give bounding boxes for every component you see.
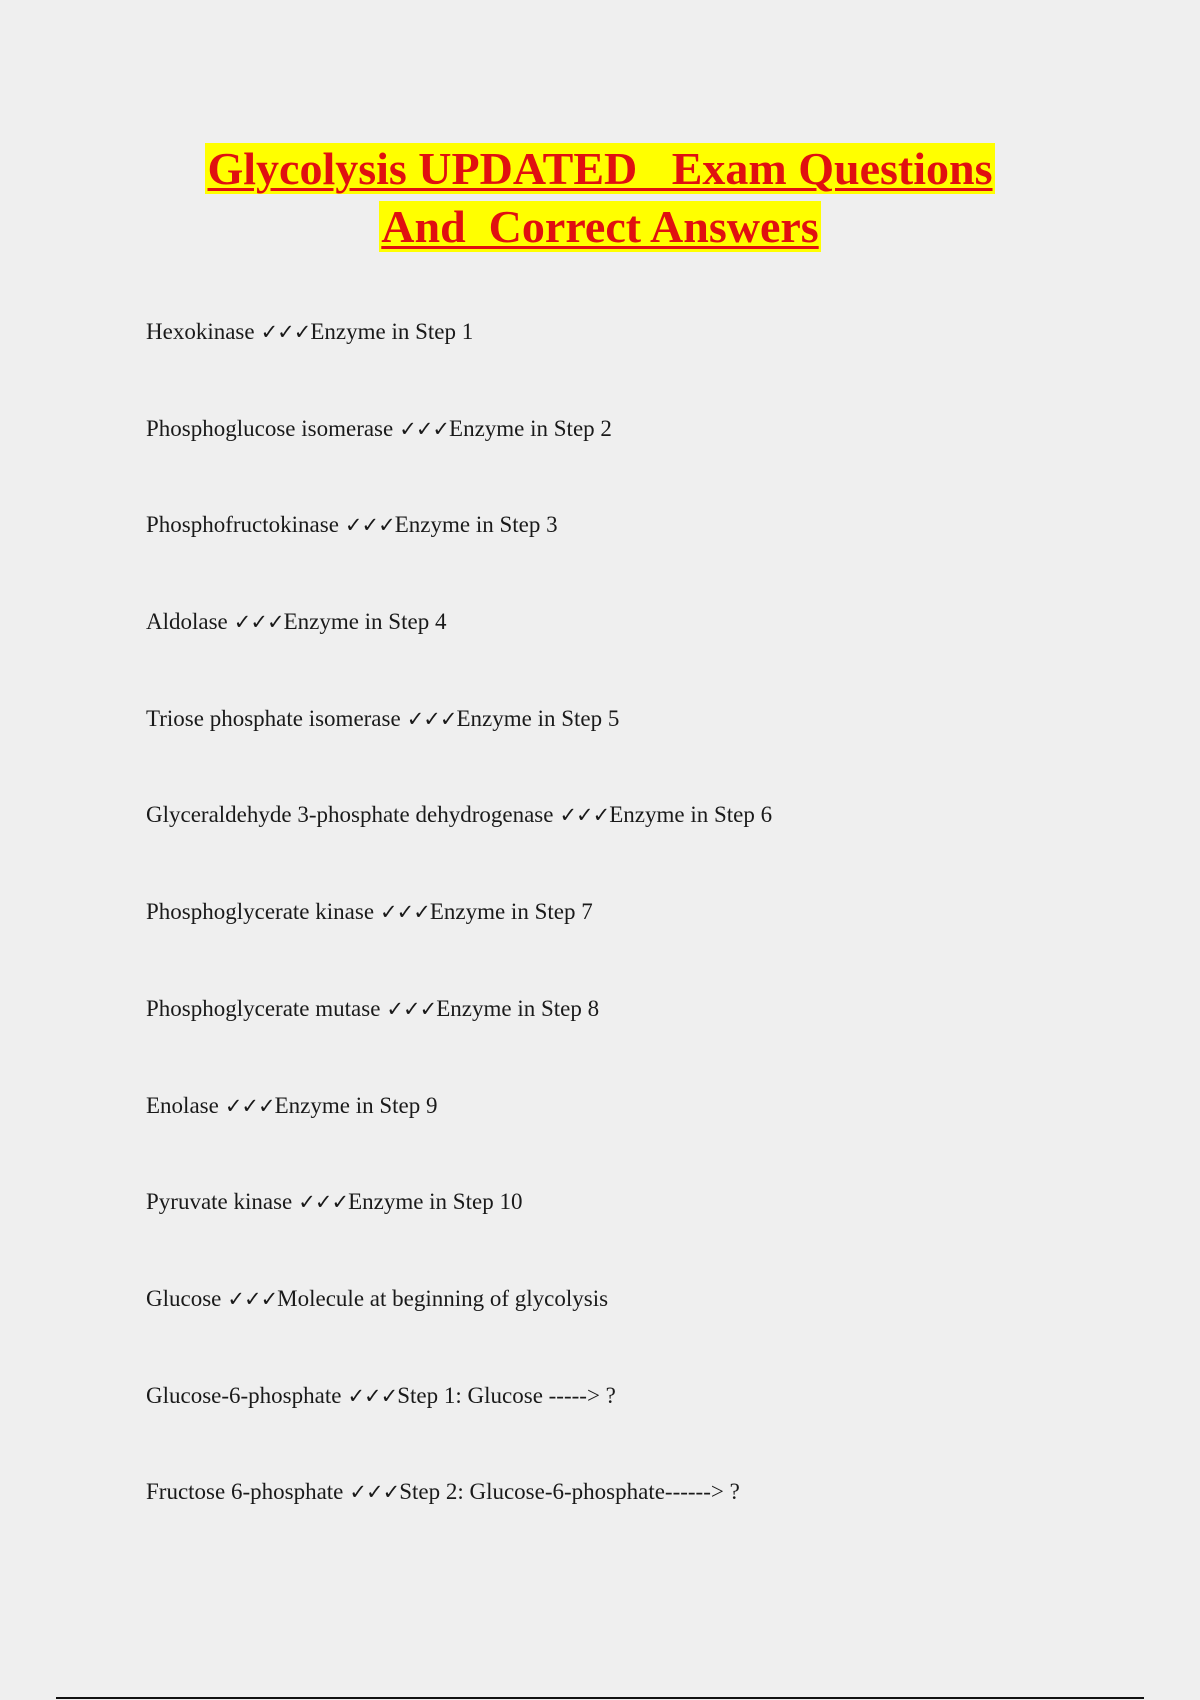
question-term: Aldolase <box>146 609 228 635</box>
question-term: Phosphofructokinase <box>146 512 339 538</box>
question-term: Glucose <box>146 1285 222 1311</box>
answer-text: Enzyme in Step 10 <box>348 1189 523 1215</box>
check-marks-icon: ✓✓✓ <box>344 513 395 538</box>
question-term: Phosphoglucose isomerase <box>146 415 394 441</box>
question-term: Hexokinase <box>146 319 255 344</box>
question-term: Phosphoglycerate kinase <box>146 899 375 925</box>
question-term: Phosphoglycerate mutase <box>146 995 381 1021</box>
check-marks-icon: ✓✓✓ <box>233 610 284 635</box>
check-marks-icon: ✓✓✓ <box>349 1480 400 1505</box>
answer-text: Molecule at beginning of glycolysis <box>277 1285 609 1311</box>
question-term: Pyruvate kinase <box>146 1189 293 1215</box>
check-marks-icon: ✓✓✓ <box>260 320 311 344</box>
check-marks-icon: ✓✓✓ <box>399 416 450 441</box>
list-item <box>146 801 1146 898</box>
check-marks-icon: ✓✓✓ <box>380 900 430 925</box>
check-marks-icon: ✓✓✓ <box>406 706 457 731</box>
footer-divider <box>56 1697 1144 1699</box>
answer-text: Enzyme in Step 2 <box>449 415 612 441</box>
question-term: Triose phosphate isomerase <box>146 705 401 731</box>
list-item <box>146 705 1146 802</box>
list-item <box>146 318 1146 415</box>
title-line-2: And Correct Answers <box>381 201 819 252</box>
answer-text: Enzyme in Step 7 <box>429 899 593 925</box>
list-item <box>146 1478 1146 1575</box>
answer-text: Enzyme in Step 5 <box>456 705 620 731</box>
check-marks-icon: ✓✓✓ <box>347 1383 398 1408</box>
answer-text: Step 2: Glucose-6-phosphate------> ? <box>399 1479 740 1505</box>
list-item <box>146 1382 1146 1479</box>
answer-text: Enzyme in Step 9 <box>274 1092 438 1118</box>
question-term: Enolase <box>146 1092 219 1118</box>
title-line-1: Glycolysis UPDATED Exam Questions <box>207 143 993 194</box>
question-term: Glyceraldehyde 3-phosphate dehydrogenase <box>146 802 554 828</box>
check-marks-icon: ✓✓✓ <box>224 1093 275 1118</box>
list-item <box>146 898 1146 995</box>
answer-text: Enzyme in Step 3 <box>394 512 558 538</box>
answer-text: Enzyme in Step 8 <box>436 995 600 1021</box>
check-marks-icon: ✓✓✓ <box>298 1190 349 1215</box>
document-title <box>0 140 1200 256</box>
question-term: Fructose 6-phosphate <box>146 1479 344 1505</box>
list-item <box>146 608 1146 705</box>
check-marks-icon: ✓✓✓ <box>386 996 437 1021</box>
list-item <box>146 1092 1146 1189</box>
list-item <box>146 415 1146 512</box>
list-item <box>146 511 1146 608</box>
answer-text: Step 1: Glucose -----> ? <box>397 1382 616 1408</box>
qa-list <box>146 318 1146 1575</box>
answer-text: Enzyme in Step 1 <box>310 319 474 344</box>
list-item <box>146 1285 1146 1382</box>
list-item <box>146 1188 1146 1285</box>
check-marks-icon: ✓✓✓ <box>559 803 610 828</box>
question-term: Glucose-6-phosphate <box>146 1382 342 1408</box>
answer-text: Enzyme in Step 6 <box>609 802 773 828</box>
check-marks-icon: ✓✓✓ <box>227 1286 278 1311</box>
answer-text: Enzyme in Step 4 <box>283 609 447 635</box>
list-item <box>146 995 1146 1092</box>
